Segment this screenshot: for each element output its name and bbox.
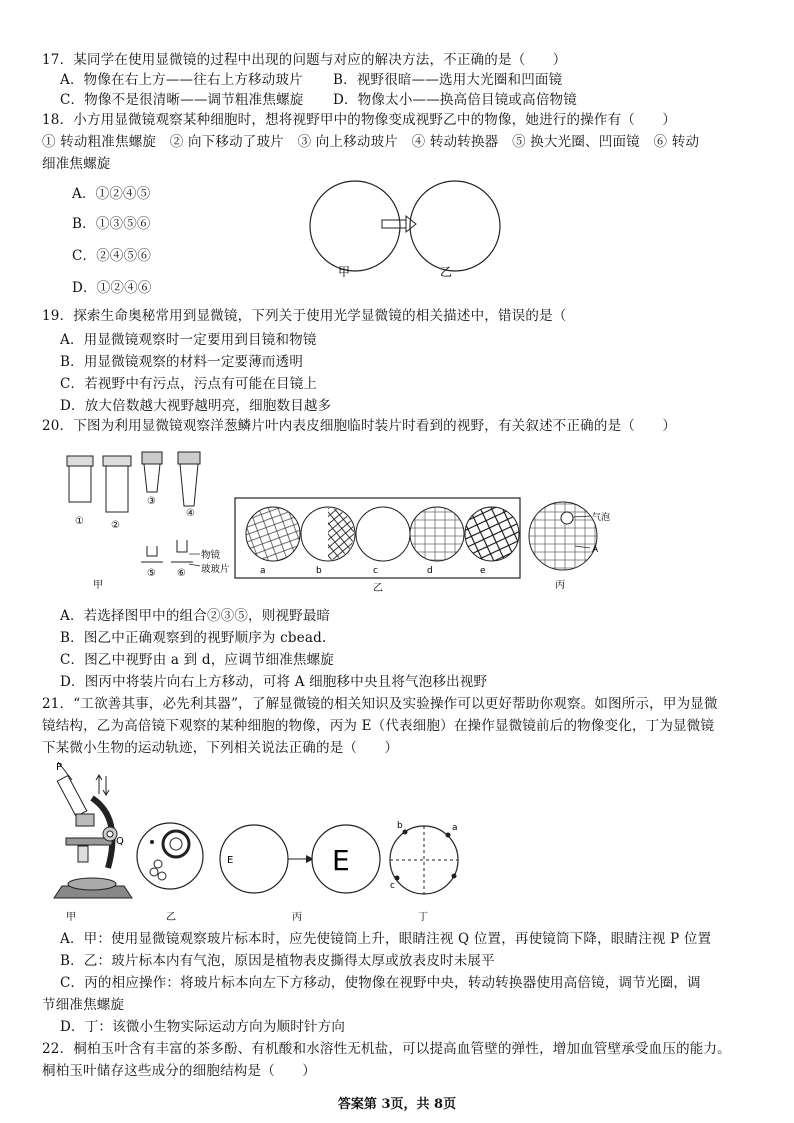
q17-option-d: D．物像太小——换高倍目镜或高倍物镜 [333,92,577,108]
eyepiece-1-icon [67,456,93,502]
q21-option-b: B．乙：玻片标本内有气泡，原因是植物表皮撕得太厚或放表皮时未展平 [60,953,495,969]
q20-option-a: A．若选择图甲中的组合②③⑤，则视野最暗 [60,608,331,624]
e-small-label: E [227,855,234,866]
fig-jia-label: 甲 [338,265,351,279]
label-P: P [56,762,63,773]
q22-stem-line2: 桐柏玉叶储存这些成分的细胞结构是（ ） [42,1063,316,1079]
fig20-jia-label: 甲 [93,580,103,591]
q21-option-d: D．丁：该微小生物实际运动方向为顺时针方向 [60,1019,346,1035]
q17-option-a: A．物像在右上方——往右上方移动玻片 [60,72,303,88]
field-c-label: c [373,566,378,576]
objective-label: 物镜 [201,550,221,561]
label-1: ① [75,516,84,527]
page-footer: 答案第 3页，共 8页 [337,1097,457,1112]
objective-distance-5-icon [141,546,163,562]
q17-stem: 17．某同学在使用显微镜的过程中出现的问题与对应的解决方法，不正确的是（ ） [42,52,567,68]
objective-4-icon [178,452,200,506]
label-Q: Q [116,836,124,847]
q20-option-d: D．图丙中将装片向右上方移动，可将 A 细胞移中央且将气泡移出视野 [60,674,488,690]
q20-option-c: C．图乙中视野由 a 到 d，应调节细准焦螺旋 [60,652,334,668]
q19-option-c: C．若视野中有污点，污点有可能在目镜上 [60,376,318,392]
field-d-circle [410,507,464,561]
slide-label: 玻玻片 [201,564,230,575]
q21-stem-line3: 下某微小生物的运动轨迹，下列相关说法正确的是（ ） [42,740,399,756]
field-a-circle [246,507,300,561]
q20-option-b: B．图乙中正确观察到的视野顺序为 cbead. [60,630,327,646]
e-big-label: E [332,844,350,877]
q21-stem-line2: 镜结构，乙为高倍镜下观察的某种细胞的物像，丙为 E（代表细胞）在操作显微镜前后的物像变化，丁为显微镜 [42,718,715,734]
q21-figure [52,758,472,928]
q21-stem-line1: 21．“工欲善其事，必先利其器”，了解显微镜的相关知识及实验操作可以更好帮助你观察。如图所示，甲为显微 [42,696,718,712]
label-3: ③ [147,496,156,507]
q19-stem: 19．探索生命奥秘常用到显微镜，下列关于使用光学显微镜的相关描述中，错误的是（ [42,308,567,324]
label-6: ⑥ [177,568,186,579]
q17-option-c: C．物像不是很清晰——调节粗准焦螺旋 [60,92,304,108]
fig20-yi-label: 乙 [373,583,383,594]
bubble-icon [561,512,573,524]
field-bing-circle [529,502,597,570]
field-jia-circle [310,181,400,271]
field-e-circle [465,507,519,561]
q18-operations-cont: 细准焦螺旋 [42,156,111,172]
q21-option-a: A．甲：使用显微镜观察玻片标本时，应先使镜筒上升，眼睛注视 Q 位置，再使镜筒下降，眼睛注视 P 位置 [60,931,712,947]
point-c-label: c [390,881,395,891]
q22-stem-line1: 22．桐柏玉叶含有丰富的茶多酚、有机酸和水溶性无机盐，可以提高血管壁的弹性，增加血管壁承受血压的能力。 [42,1041,731,1057]
objective-3-icon [142,452,162,492]
fig20-bing-label: 丙 [555,580,565,591]
fig21-yi-label: 乙 [166,912,176,923]
label-2: ② [111,520,120,531]
q19-option-d: D．放大倍数越大视野越明亮，细胞数目越多 [60,398,332,414]
q20-stem: 20．下图为利用显微镜观察洋葱鳞片叶内表皮细胞临时装片时看到的视野，有关叙述不正确的是（ ） [42,418,677,434]
q18-stem: 18．小方用显微镜观察某种细胞时，想将视野甲中的物像变成视野乙中的物像，她进行的操作有（ ） [42,112,677,128]
eyepiece-2-icon [103,456,131,512]
q17-option-b: B．视野很暗——选用大光圈和凹面镜 [333,72,563,88]
q18-option-c: C．②④⑤⑥ [72,248,152,264]
point-a-label: a [452,823,458,833]
cell-a-label: A [592,545,599,555]
field-yi-circle [410,181,500,271]
q18-option-a: A．①②④⑤ [72,186,151,202]
q18-option-d: D．①②④⑥ [72,280,152,296]
microscope-icon [54,762,132,898]
q21-option-c: C．丙的相应操作：将玻片标本向左下方移动，使物像在视野中央，转动转换器使用高倍镜，调节光圈，调 [60,975,701,991]
q19-option-a: A．用显微镜观察时一定要用到目镜和物镜 [60,332,317,348]
up-down-arrows-icon [96,775,109,795]
fig-yi-label: 乙 [440,265,453,279]
q18-operations: ① 转动粗准焦螺旋 ② 向下移动了玻片 ③ 向上移动玻片 ④ 转动转换器 ⑤ 换大光圈、凹面镜 ⑥ 转动 [42,134,700,150]
field-d-label: d [427,566,433,576]
fig21-bing-label: 丙 [292,912,302,923]
label-5: ⑤ [147,568,156,579]
point-b-label: b [397,821,403,831]
q20-figure [55,448,635,593]
field-a-label: a [260,566,266,576]
field-e-label: e [480,566,486,576]
field-c-circle [356,507,410,561]
q21-option-c-cont: 节细准焦螺旋 [42,997,125,1013]
fig21-jia-label: 甲 [66,912,76,923]
fig21-ding-label: 丁 [418,912,428,923]
label-4: ④ [186,508,195,519]
q19-option-b: B．用显微镜观察的材料一定要薄而透明 [60,354,304,370]
q18-option-b: B．①③⑤⑥ [72,216,151,232]
q18-figure [300,180,500,280]
bubble-label: 气泡 [592,513,611,523]
objective-distance-6-icon [171,540,200,566]
field-b-label: b [316,566,322,576]
